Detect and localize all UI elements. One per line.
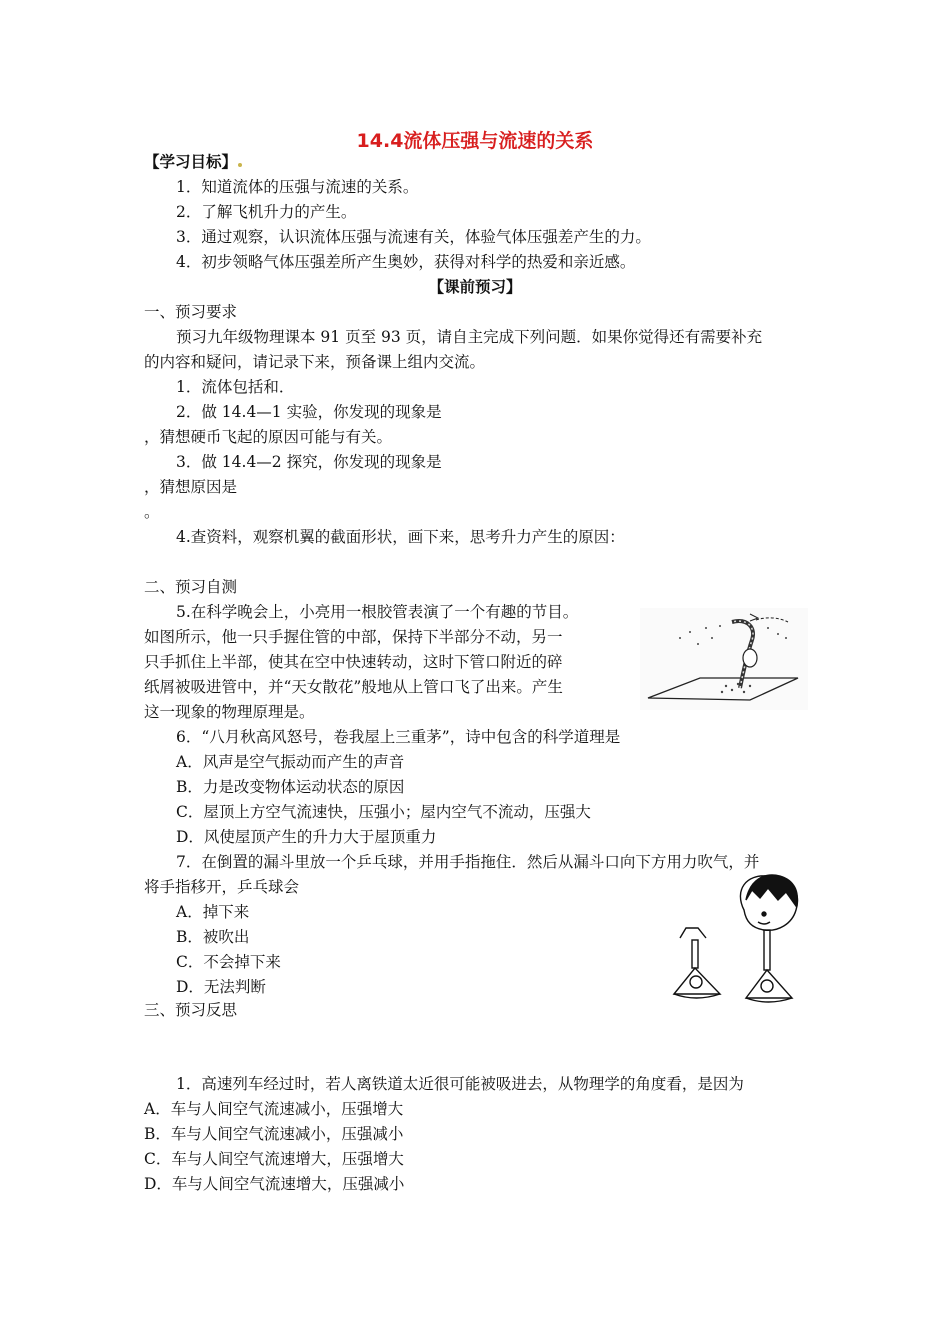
q6-option-b: B．力是改变物体运动状态的原因 (176, 778, 405, 796)
question-5: 如图所示，他一只手握住管的中部，保持下半部分不动，另一 (144, 628, 563, 646)
extra-option-c: C．车与人间空气流速增大，压强增大 (144, 1150, 404, 1168)
preview-heading: 【课前预习】 (428, 278, 522, 296)
question-2: ，猜想硬币飞起的原因可能与有关。 (144, 428, 393, 446)
funnel-experiment-figure (668, 870, 810, 1010)
question-5: 只手抓住上半部，使其在空中快速转动，这时下管口附近的碎 (144, 653, 563, 671)
q6-option-a: A．风声是空气振动而产生的声音 (176, 753, 405, 771)
section1-intro: 的内容和疑问，请记录下来，预备课上组内交流。 (144, 353, 486, 371)
question-3: ，猜想原因是 (144, 478, 238, 496)
objective-item: 1．知道流体的压强与流速的关系。 (176, 178, 419, 196)
extra-option-b: B．车与人间空气流速减小，压强减小 (144, 1125, 404, 1143)
question-3: 。 (144, 503, 160, 521)
q7-option-c: C．不会掉下来 (176, 953, 281, 971)
question-5: 这一现象的物理原理是。 (144, 703, 315, 721)
q6-option-c: C．屋顶上方空气流速快，压强小；屋内空气不流动，压强大 (176, 803, 591, 821)
section2-heading: 二、预习自测 (144, 578, 238, 596)
objective-item: 3．通过观察，认识流体压强与流速有关，体验气体压强差产生的力。 (176, 228, 651, 246)
extra-option-d: D．车与人间空气流速增大，压强减小 (144, 1175, 405, 1193)
objective-item: 2．了解飞机升力的产生。 (176, 203, 357, 221)
objective-item: 4．初步领略气体压强差所产生奥妙，获得对科学的热爱和亲近感。 (176, 253, 636, 271)
hand (743, 649, 757, 667)
question-7: 将手指移开，乒乓球会 (144, 878, 300, 896)
extra-option-a: A．车与人间空气流速减小，压强增大 (144, 1100, 404, 1118)
boy-funnel (740, 875, 797, 1002)
question-4: 4.查资料，观察机翼的截面形状，画下来，思考升力产生的原因： (176, 528, 625, 546)
question-2: 2．做 14.4—1 实验，你发现的现象是 (176, 403, 442, 421)
q7-option-d: D．无法判断 (176, 978, 266, 996)
section3-heading: 三、预习反思 (144, 1001, 238, 1019)
section1-heading: 一、预习要求 (144, 303, 238, 321)
question-3: 3．做 14.4—2 探究，你发现的现象是 (176, 453, 442, 471)
question-5: 5.在科学晚会上，小亮用一根胶管表演了一个有趣的节目。 (176, 603, 579, 621)
question-1: 1．流体包括和． (176, 378, 295, 396)
q7-option-b: B．被吹出 (176, 928, 250, 946)
ink-dot (238, 163, 242, 167)
section1-intro: 预习九年级物理课本 91 页至 93 页，请自主完成下列问题．如果你觉得还有需要补充 (176, 328, 763, 346)
hand-funnel (674, 928, 720, 998)
question-5: 纸屑被吸进管中，并“天女散花”般地从上管口飞了出来。产生 (144, 678, 563, 696)
hose-experiment-figure (640, 608, 808, 710)
extra-question-1: 1．高速列车经过时，若人离铁道太近很可能被吸进去，从物理学的角度看，是因为 (176, 1075, 744, 1093)
question-7: 7．在倒置的漏斗里放一个乒乓球，并用手指拖住．然后从漏斗口向下方用力吹气，并 (176, 853, 760, 871)
objectives-heading: 【学习目标】 (144, 152, 242, 172)
q7-option-a: A．掉下来 (176, 903, 250, 921)
question-6: 6．“八月秋高风怒号，卷我屋上三重茅”，诗中包含的科学道理是 (176, 728, 621, 746)
page-title: 14.4流体压强与流速的关系 (356, 130, 594, 152)
q6-option-d: D．风使屋顶产生的升力大于屋顶重力 (176, 828, 437, 846)
